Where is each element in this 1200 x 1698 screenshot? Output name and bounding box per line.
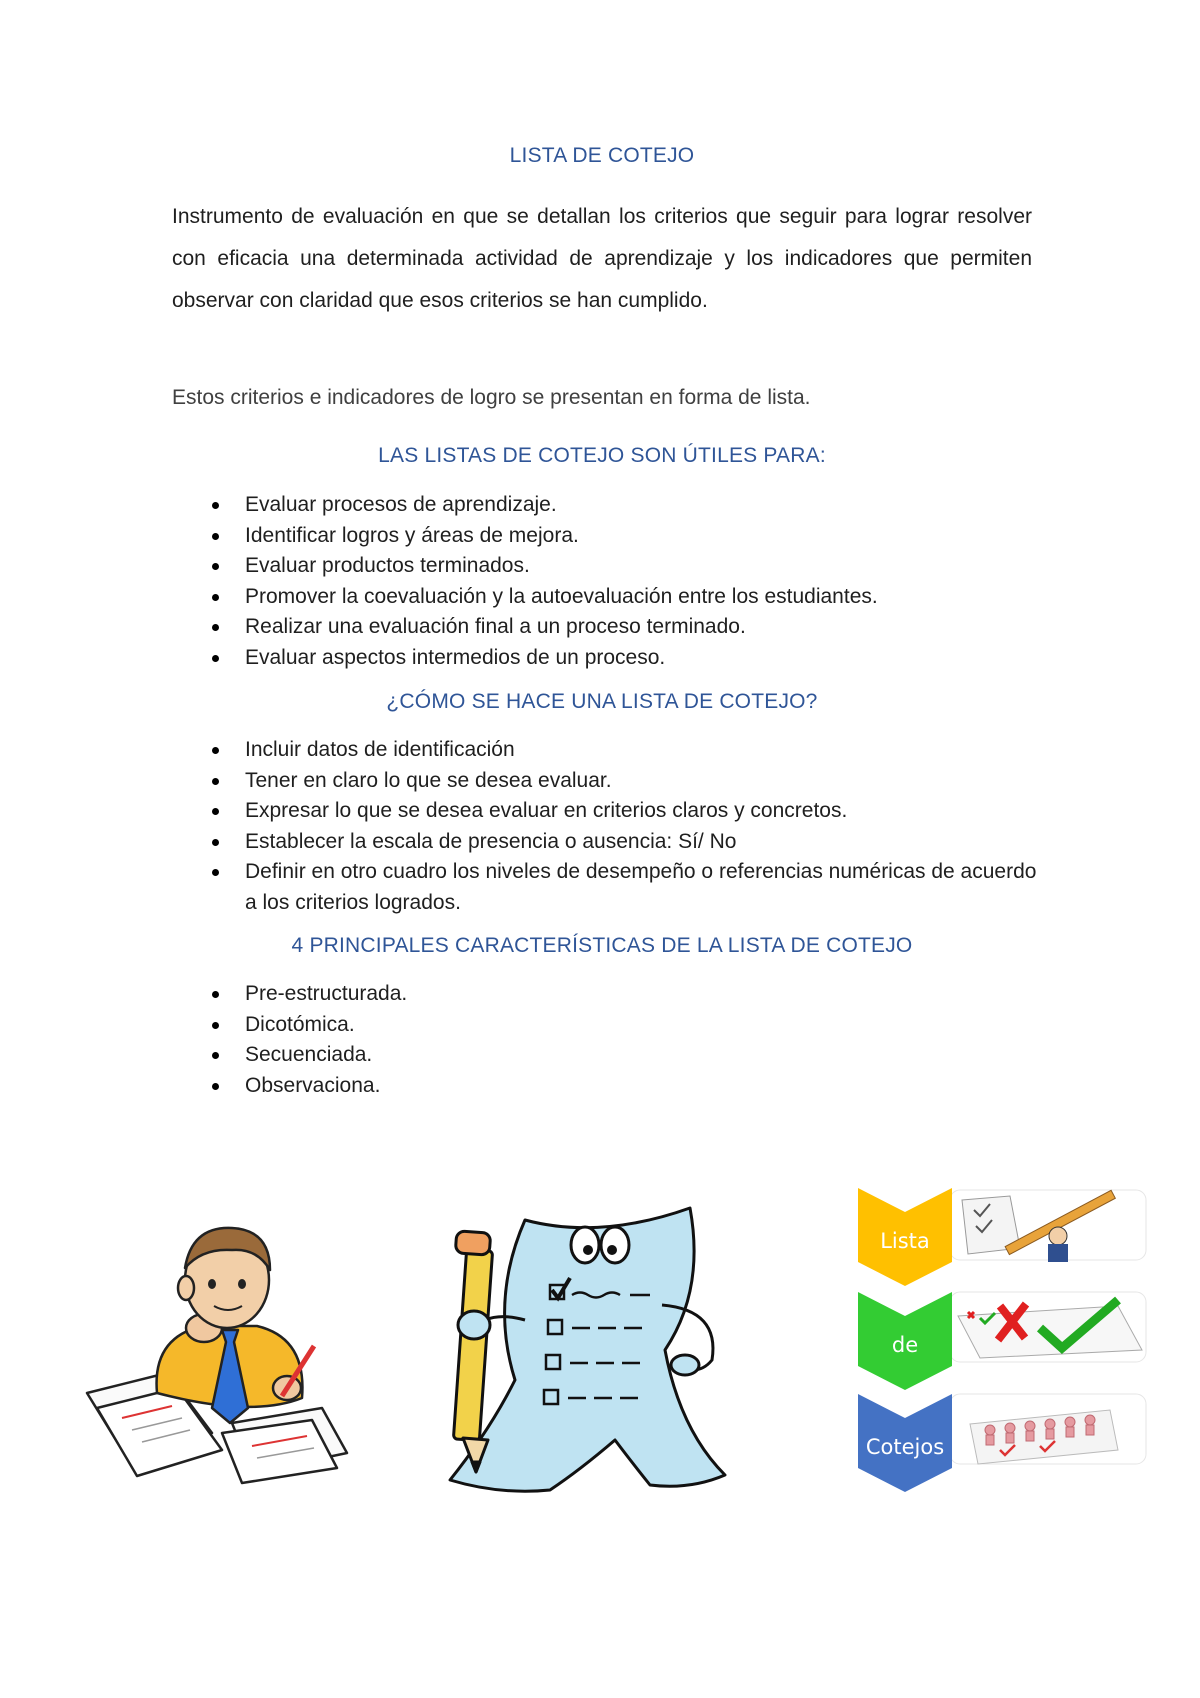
step-de (858, 1292, 952, 1390)
list-item: Evaluar productos terminados. (172, 551, 1052, 582)
intro-paragraph: Instrumento de evaluación en que se detallan los criterios que seguir para lograr resolver con eficacia una determinada actividad de aprendizaje y los indicadores que permiten observar con claridad que esos criterios se han cumplido. (172, 205, 1032, 312)
list-item: Expresar lo que se desea evaluar en criterios claros y concretos. (172, 796, 1052, 827)
list-item: Tener en claro lo que se desea evaluar. (172, 766, 1052, 797)
list-item: Definir en otro cuadro los niveles de desempeño o referencias numéricas de acuerdo a los criterios logrados. (172, 857, 1052, 918)
document-title: LISTA DE COTEJO (509, 144, 695, 167)
list-item: Incluir datos de identificación (172, 735, 1052, 766)
step-label: Cotejos (865, 1435, 945, 1459)
lista-de-cotejos-diagram (850, 1188, 1150, 1534)
step-cotejos (858, 1394, 952, 1492)
list-item: Secuenciada. (172, 1040, 1052, 1071)
list-item: Establecer la escala de presencia o ausencia: Sí/ No (172, 827, 1052, 858)
student-writing-illustration (82, 1218, 362, 1488)
list-item: Promover la coevaluación y la autoevaluación entre los estudiantes. (172, 582, 1052, 613)
uses-list (172, 490, 1052, 673)
how-heading: ¿CÓMO SE HACE UNA LISTA DE COTEJO? (386, 690, 818, 713)
features-list (172, 979, 1052, 1101)
how-list (172, 735, 1052, 918)
checklist-character-illustration (430, 1200, 770, 1500)
list-item: Realizar una evaluación final a un proceso terminado. (172, 612, 1052, 643)
uses-heading: LAS LISTAS DE COTEJO SON ÚTILES PARA: (378, 444, 826, 467)
list-item: Observaciona. (172, 1071, 1052, 1102)
list-item: Pre-estructurada. (172, 979, 1052, 1010)
step-lista (858, 1188, 952, 1286)
summary-paragraph: Estos criterios e indicadores de logro se presentan en forma de lista. (172, 386, 811, 409)
list-item: Identificar logros y áreas de mejora. (172, 521, 1052, 552)
step-label: Lista (880, 1229, 930, 1253)
list-item: Dicotómica. (172, 1010, 1052, 1041)
features-heading: 4 PRINCIPALES CARACTERÍSTICAS DE LA LISTA DE COTEJO (291, 934, 913, 957)
step-label: de (891, 1333, 919, 1357)
list-item: Evaluar aspectos intermedios de un proceso. (172, 643, 1052, 674)
list-item: Evaluar procesos de aprendizaje. (172, 490, 1052, 521)
